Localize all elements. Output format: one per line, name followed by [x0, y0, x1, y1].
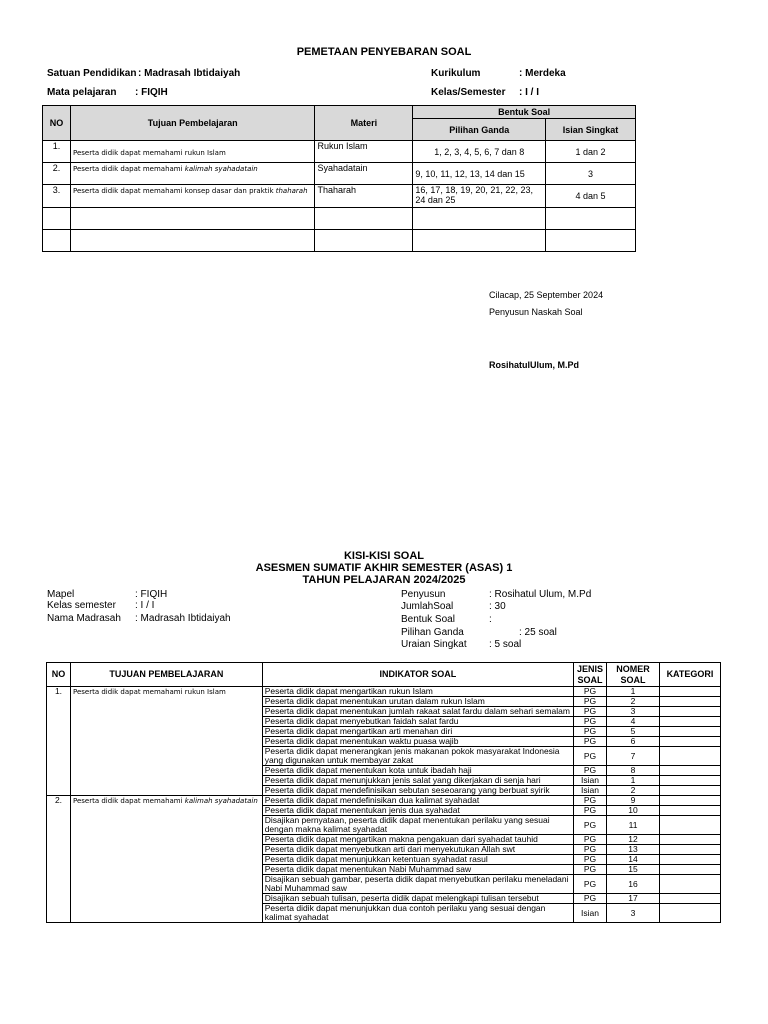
indikator-cell: Peserta didik dapat mengartikan arti menahan diri: [262, 727, 573, 737]
pg-label: Pilihan Ganda: [401, 627, 464, 638]
jenis-cell: PG: [574, 875, 607, 894]
table-row: [43, 163, 636, 185]
satuan-value: : Madrasah Ibtidaiyah: [138, 68, 241, 79]
indikator-cell: Peserta didik dapat menerangkan jenis makanan pokok masyarakat Indonesia yang digunakan untuk membayar zakat: [262, 747, 573, 766]
col-jenis: JENIS SOAL: [574, 663, 607, 687]
jenis-cell: Isian: [574, 904, 607, 923]
indikator-cell: Peserta didik dapat mengartikan makna pengakuan dari syahadat tauhid: [262, 835, 573, 845]
row-tujuan: Peserta didik dapat memahami rukun Islam: [72, 148, 226, 157]
row-tujuan-italic: thaharah: [275, 187, 308, 195]
row-no: 2.: [43, 163, 71, 185]
group-tujuan-text: Peserta didik dapat memahami: [72, 797, 185, 805]
jenis-cell: PG: [574, 845, 607, 855]
kelas2-value: : I / I: [135, 600, 155, 611]
jenis-cell: PG: [574, 697, 607, 707]
row-pg: 9, 10, 11, 12, 13, 14 dan 15: [413, 163, 546, 185]
row-tujuan: Peserta didik dapat memahami: [72, 165, 185, 173]
kategori-cell: [659, 786, 720, 796]
kategori-cell: [659, 707, 720, 717]
nomer-cell: 13: [607, 845, 660, 855]
mapel-label: Mata pelajaran: [47, 87, 117, 98]
nomer-cell: 16: [607, 875, 660, 894]
group-tujuan: [70, 687, 262, 796]
jenis-cell: PG: [574, 707, 607, 717]
row-materi: Syahadatain: [315, 163, 413, 185]
jenis-cell: PG: [574, 806, 607, 816]
jenis-cell: PG: [574, 816, 607, 835]
doc2-title-3: TAHUN PELAJARAN 2024/2025: [302, 574, 466, 586]
kategori-cell: [659, 737, 720, 747]
indikator-cell: Peserta didik dapat menentukan urutan dalam rukun Islam: [262, 697, 573, 707]
col-nomer: NOMER SOAL: [607, 663, 660, 687]
nomer-cell: 3: [607, 707, 660, 717]
kategori-cell: [659, 904, 720, 923]
indikator-cell: Peserta didik dapat menyebutkan arti dari menyekutukan Allah swt: [262, 845, 573, 855]
nomer-cell: 3: [607, 904, 660, 923]
doc1-title: PEMETAAN PENYEBARAN SOAL: [296, 46, 472, 58]
uraian-label: Uraian Singkat: [401, 639, 467, 650]
jenis-cell: PG: [574, 727, 607, 737]
table-row-empty: [43, 230, 636, 252]
kategori-cell: [659, 796, 720, 806]
col-no: NO: [47, 663, 71, 687]
kategori-cell: [659, 727, 720, 737]
kelas-value: : I / I: [519, 87, 539, 98]
kategori-cell: [659, 776, 720, 786]
row-pg: 1, 2, 3, 4, 5, 6, 7 dan 8: [413, 141, 546, 163]
indikator-cell: Peserta didik dapat mendefinisikan dua kalimat syahadat: [262, 796, 573, 806]
table-row: [43, 141, 636, 163]
jenis-cell: PG: [574, 796, 607, 806]
group-tujuan-italic: kalimah syahadatain: [184, 797, 258, 805]
indikator-cell: Peserta didik dapat menunjukkan ketentuan syahadat rasul: [262, 855, 573, 865]
jenis-cell: PG: [574, 747, 607, 766]
indikator-cell: Peserta didik dapat menunjukkan dua contoh perilaku yang sesuai dengan kalimat syahadat: [262, 904, 573, 923]
kategori-cell: [659, 865, 720, 875]
indikator-cell: Peserta didik dapat menentukan waktu puasa wajib: [262, 737, 573, 747]
penyusun-value: : Rosihatul Ulum, M.Pd: [489, 589, 592, 600]
mapel2-value: : FIQIH: [135, 589, 168, 600]
jenis-cell: Isian: [574, 786, 607, 796]
col-no: NO: [43, 106, 71, 141]
nomer-cell: 7: [607, 747, 660, 766]
nomer-cell: 15: [607, 865, 660, 875]
col-pilihan-ganda: Pilihan Ganda: [413, 119, 546, 141]
nomer-cell: 12: [607, 835, 660, 845]
madrasah-label: Nama Madrasah: [47, 613, 121, 624]
col-indikator: INDIKATOR SOAL: [262, 663, 573, 687]
mapel-value: : FIQIH: [135, 87, 168, 98]
kategori-cell: [659, 687, 720, 697]
col-materi: Materi: [315, 106, 413, 141]
table-row: [47, 687, 721, 697]
table-row: [47, 796, 721, 806]
jenis-cell: PG: [574, 737, 607, 747]
nomer-cell: 11: [607, 816, 660, 835]
jenis-cell: PG: [574, 855, 607, 865]
penyusun-label: Penyusun: [401, 589, 446, 600]
kategori-cell: [659, 894, 720, 904]
kategori-cell: [659, 845, 720, 855]
row-tujuan-italic: kalimah syahadatain: [184, 165, 258, 173]
nomer-cell: 1: [607, 776, 660, 786]
madrasah-value: : Madrasah Ibtidaiyah: [135, 613, 231, 624]
nomer-cell: 2: [607, 786, 660, 796]
bentuk-label: Bentuk Soal: [401, 614, 455, 625]
row-materi: Rukun Islam: [315, 141, 413, 163]
indikator-cell: Peserta didik dapat menentukan kota untuk ibadah haji: [262, 766, 573, 776]
doc2-title-2: ASESMEN SUMATIF AKHIR SEMESTER (ASAS) 1: [255, 562, 513, 574]
jumlah-value: : 30: [489, 601, 506, 612]
jenis-cell: PG: [574, 835, 607, 845]
nomer-cell: 14: [607, 855, 660, 865]
distribution-table: [42, 105, 636, 252]
row-tujuan: Peserta didik dapat memahami konsep dasar dan praktik: [72, 187, 276, 195]
nomer-cell: 4: [607, 717, 660, 727]
kategori-cell: [659, 855, 720, 865]
signer-role: Penyusun Naskah Soal: [489, 307, 583, 317]
indikator-cell: Peserta didik dapat mendefinisikan sebutan seseoarang yang berbuat syirik: [262, 786, 573, 796]
place-date: Cilacap, 25 September 2024: [489, 290, 604, 300]
nomer-cell: 17: [607, 894, 660, 904]
nomer-cell: 10: [607, 806, 660, 816]
bentuk-value: :: [489, 614, 492, 625]
col-tujuan: Tujuan Pembelajaran: [70, 106, 315, 141]
jenis-cell: Isian: [574, 776, 607, 786]
jenis-cell: PG: [574, 894, 607, 904]
row-materi: Thaharah: [315, 185, 413, 208]
indikator-cell: Peserta didik dapat menentukan jumlah rakaat salat fardu dalam sehari semalam: [262, 707, 573, 717]
group-tujuan: [70, 796, 262, 923]
nomer-cell: 2: [607, 697, 660, 707]
kategori-cell: [659, 806, 720, 816]
kategori-cell: [659, 766, 720, 776]
row-isian: 4 dan 5: [546, 185, 636, 208]
col-bentuk-soal: Bentuk Soal: [413, 106, 636, 119]
jenis-cell: PG: [574, 766, 607, 776]
indikator-cell: Disajikan sebuah tulisan, peserta didik dapat melengkapi tulisan tersebut: [262, 894, 573, 904]
nomer-cell: 9: [607, 796, 660, 806]
nomer-cell: 6: [607, 737, 660, 747]
kelas2-label: Kelas semester: [47, 600, 116, 611]
indikator-cell: Peserta didik dapat menentukan Nabi Muhammad saw: [262, 865, 573, 875]
group-no: 2.: [47, 796, 71, 923]
jumlah-label: JumlahSoal: [401, 601, 454, 612]
kategori-cell: [659, 717, 720, 727]
kategori-cell: [659, 697, 720, 707]
indikator-cell: Peserta didik dapat menentukan jenis dua syahadat: [262, 806, 573, 816]
table-row: [43, 185, 636, 208]
row-no: 3.: [43, 185, 71, 208]
kategori-cell: [659, 747, 720, 766]
kurikulum-value: : Merdeka: [519, 68, 566, 79]
indikator-cell: Disajikan pernyataan, peserta didik dapat menentukan perilaku yang sesuai dengan makna kalimat syahadat: [262, 816, 573, 835]
row-isian: 3: [546, 163, 636, 185]
indikator-cell: Disajikan sebuah gambar, peserta didik dapat menyebutkan perilaku meneladani Nabi Muhammad saw: [262, 875, 573, 894]
indikator-cell: Peserta didik dapat menyebutkan faidah salat fardu: [262, 717, 573, 727]
jenis-cell: PG: [574, 687, 607, 697]
row-isian: 1 dan 2: [546, 141, 636, 163]
kelas-label: Kelas/Semester: [431, 87, 506, 98]
col-isian-singkat: Isian Singkat: [546, 119, 636, 141]
uraian-value: : 5 soal: [489, 639, 522, 650]
table-row-empty: [43, 208, 636, 230]
nomer-cell: 1: [607, 687, 660, 697]
nomer-cell: 5: [607, 727, 660, 737]
mapel2-label: Mapel: [47, 589, 75, 600]
row-no: 1.: [43, 141, 71, 163]
indikator-cell: Peserta didik dapat menunjukkan jenis salat yang dikerjakan di senja hari: [262, 776, 573, 786]
signer-name: RosihatulUlum, M.Pd: [489, 360, 579, 370]
doc2-title-1: KISI-KISI SOAL: [343, 550, 425, 562]
kisi-kisi-table: [46, 662, 721, 923]
pg-value: : 25 soal: [519, 627, 557, 638]
indikator-cell: Peserta didik dapat mengartikan rukun Islam: [262, 687, 573, 697]
jenis-cell: PG: [574, 865, 607, 875]
group-no: 1.: [47, 687, 71, 796]
group-tujuan-text: Peserta didik dapat memahami rukun Islam: [72, 688, 226, 696]
col-tujuan: TUJUAN PEMBELAJARAN: [70, 663, 262, 687]
kategori-cell: [659, 835, 720, 845]
kategori-cell: [659, 816, 720, 835]
col-kategori: KATEGORI: [659, 663, 720, 687]
nomer-cell: 8: [607, 766, 660, 776]
kurikulum-label: Kurikulum: [431, 68, 481, 79]
satuan-label: Satuan Pendidikan: [47, 68, 137, 79]
kategori-cell: [659, 875, 720, 894]
row-pg: 16, 17, 18, 19, 20, 21, 22, 23, 24 dan 25: [413, 185, 546, 208]
jenis-cell: PG: [574, 717, 607, 727]
